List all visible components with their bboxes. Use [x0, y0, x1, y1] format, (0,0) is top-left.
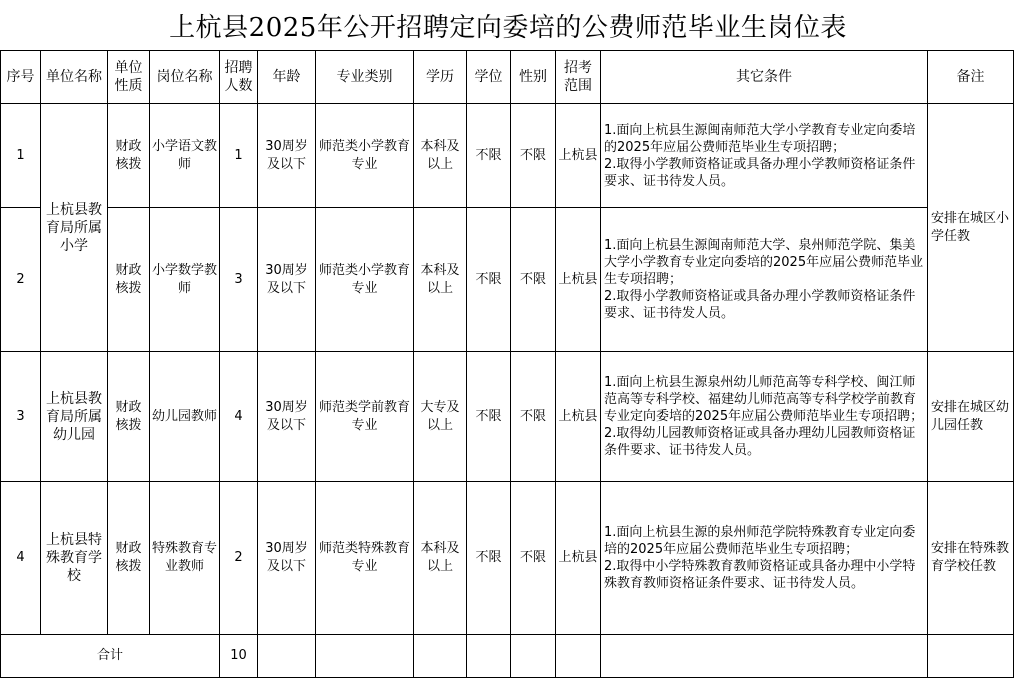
cell-gender: 不限	[511, 352, 556, 482]
table-header-row	[1, 51, 1014, 104]
empty-cell	[316, 635, 414, 678]
cell-count: 3	[220, 208, 258, 352]
condition-text: 2.取得小学教师资格证或具备办理小学教师资格证条件要求、证书待发人员。	[604, 289, 916, 321]
cell-age: 30周岁及以下	[258, 104, 316, 208]
cell-unit: 上杭县特殊教育学校	[41, 482, 108, 635]
cell-age: 30周岁及以下	[258, 352, 316, 482]
cell-post: 特殊教育专业教师	[150, 482, 220, 635]
cell-major: 师范类小学教育专业	[316, 208, 414, 352]
cell-gender: 不限	[511, 104, 556, 208]
header-major: 专业类别	[316, 51, 414, 104]
cell-major: 师范类小学教育专业	[316, 104, 414, 208]
cell-scope: 上杭县	[556, 104, 601, 208]
cell-scope: 上杭县	[556, 482, 601, 635]
cell-remark: 安排在城区幼儿园任教	[928, 352, 1014, 482]
total-row	[1, 635, 1014, 678]
cell-count: 4	[220, 352, 258, 482]
table-row	[1, 208, 1014, 352]
cell-post: 幼儿园教师	[150, 352, 220, 482]
header-nature: 单位性质	[108, 51, 150, 104]
total-count: 10	[220, 635, 258, 678]
cell-age: 30周岁及以下	[258, 208, 316, 352]
header-age: 年龄	[258, 51, 316, 104]
cell-edu: 本科及以上	[414, 482, 467, 635]
empty-cell	[467, 635, 511, 678]
cell-scope: 上杭县	[556, 208, 601, 352]
cell-seq: 2	[1, 208, 41, 352]
cell-nature: 财政核拨	[108, 352, 150, 482]
cell-scope: 上杭县	[556, 352, 601, 482]
cell-edu: 大专及以上	[414, 352, 467, 482]
cell-nature: 财政核拨	[108, 482, 150, 635]
header-gender: 性别	[511, 51, 556, 104]
table-row	[1, 482, 1014, 635]
cell-remark: 安排在特殊教育学校任教	[928, 482, 1014, 635]
header-count: 招聘人数	[220, 51, 258, 104]
page-title: 上杭县2025年公开招聘定向委培的公费师范毕业生岗位表	[169, 12, 847, 43]
cell-conditions	[601, 208, 928, 352]
cell-age: 30周岁及以下	[258, 482, 316, 635]
cell-degree: 不限	[467, 352, 511, 482]
cell-post: 小学语文教师	[150, 104, 220, 208]
cell-seq: 1	[1, 104, 41, 208]
cell-gender: 不限	[511, 482, 556, 635]
cell-conditions	[601, 482, 928, 635]
cell-degree: 不限	[467, 104, 511, 208]
cell-unit: 上杭县教育局所属幼儿园	[41, 352, 108, 482]
cell-degree: 不限	[467, 208, 511, 352]
condition-text: 1.面向上杭县生源的泉州师范学院特殊教育专业定向委培的2025年应届公费师范毕业生专项招聘；	[604, 525, 916, 557]
empty-cell	[414, 635, 467, 678]
empty-cell	[556, 635, 601, 678]
cell-unit: 上杭县教育局所属小学	[41, 104, 108, 352]
empty-cell	[511, 635, 556, 678]
header-unit: 单位名称	[41, 51, 108, 104]
cell-edu: 本科及以上	[414, 208, 467, 352]
cell-major: 师范类特殊教育专业	[316, 482, 414, 635]
cell-edu: 本科及以上	[414, 104, 467, 208]
cell-count: 1	[220, 104, 258, 208]
condition-text: 1.面向上杭县生源闽南师范大学、泉州师范学院、集美大学小学教育专业定向委培的2025年应届公费师范毕业生专项招聘；	[604, 238, 924, 287]
cell-gender: 不限	[511, 208, 556, 352]
condition-text: 1.面向上杭县生源闽南师范大学小学教育专业定向委培的2025年应届公费师范毕业生专项招聘；	[604, 122, 916, 155]
cell-degree: 不限	[467, 482, 511, 635]
condition-text: 2.取得小学教师资格证或具备办理小学教师资格证条件要求、证书待发人员。	[604, 156, 916, 189]
header-remark: 备注	[928, 51, 1014, 104]
cell-remark: 安排在城区小学任教	[928, 104, 1014, 352]
header-edu: 学历	[414, 51, 467, 104]
table-row	[1, 352, 1014, 482]
cell-nature: 财政核拨	[108, 104, 150, 208]
cell-conditions	[601, 104, 928, 208]
empty-cell	[601, 635, 928, 678]
header-cond: 其它条件	[601, 51, 928, 104]
header-seq: 序号	[1, 51, 41, 104]
condition-text: 1.面向上杭县生源泉州幼儿师范高等专科学校、闽江师范高等专科学校、福建幼儿师范高等专科学校学前教育专业定向委培的2025年应届公费师范毕业生专项招聘；	[604, 375, 924, 424]
cell-count: 2	[220, 482, 258, 635]
table-row	[1, 104, 1014, 208]
total-label: 合计	[1, 635, 220, 678]
cell-post: 小学数学教师	[150, 208, 220, 352]
cell-major: 师范类学前教育专业	[316, 352, 414, 482]
cell-seq: 3	[1, 352, 41, 482]
header-scope: 招考范围	[556, 51, 601, 104]
positions-table	[0, 50, 1014, 678]
empty-cell	[258, 635, 316, 678]
cell-conditions	[601, 352, 928, 482]
cell-seq: 4	[1, 482, 41, 635]
header-degree: 学位	[467, 51, 511, 104]
condition-text: 2.取得中小学特殊教育教师资格证或具备办理中小学特殊教育教师资格证条件要求、证书待发人员。	[604, 559, 916, 591]
header-post: 岗位名称	[150, 51, 220, 104]
cell-nature: 财政核拨	[108, 208, 150, 352]
empty-cell	[928, 635, 1014, 678]
condition-text: 2.取得幼儿园教师资格证或具备办理幼儿园教师资格证条件要求、证书待发人员。	[604, 426, 916, 458]
